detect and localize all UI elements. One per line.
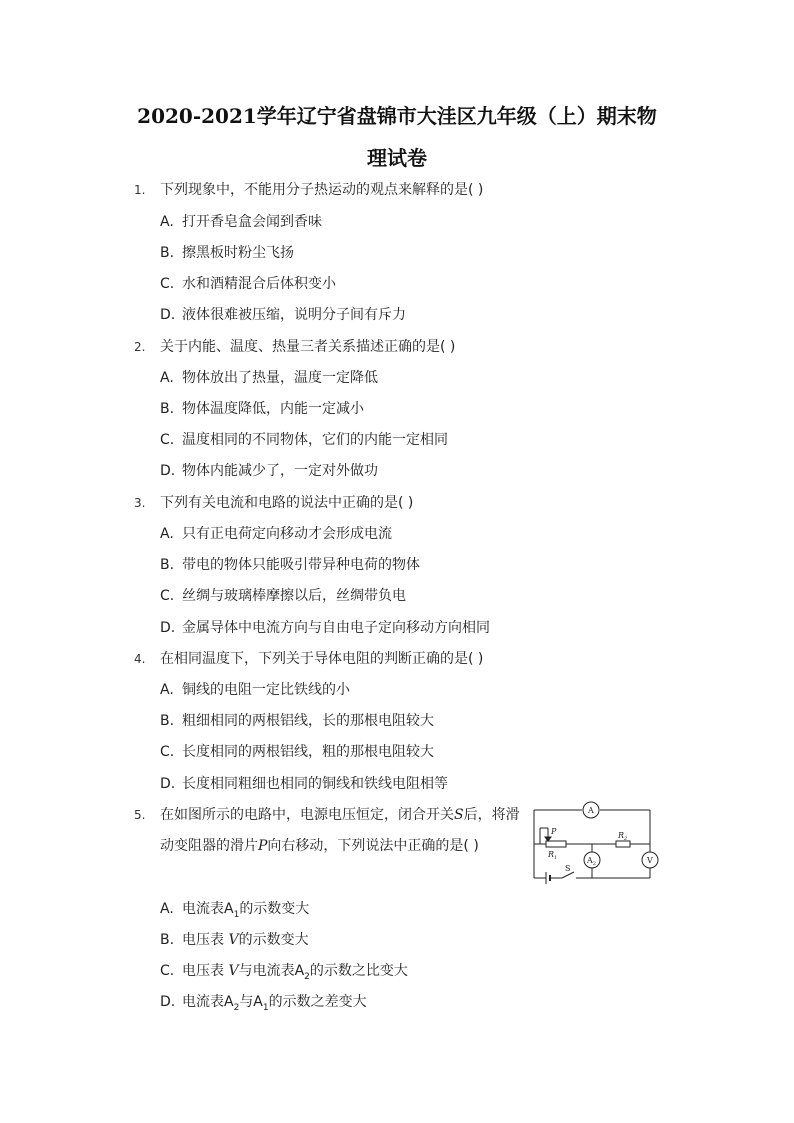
ammeter-a2-label: $A_2$: [587, 856, 596, 867]
slider-label: P: [551, 827, 557, 836]
option-c[interactable]: [160, 431, 448, 449]
question-number: 3.: [134, 496, 146, 510]
circuit-diagram: [532, 798, 662, 884]
option-text: 电流表$A_1$的示数变大: [182, 901, 310, 920]
question-number: 1.: [134, 183, 146, 197]
option-letter: B.: [160, 713, 175, 729]
option-letter: C.: [160, 744, 175, 760]
option-text: 液体很难被压缩，说明分子间有斥力: [182, 307, 406, 323]
option-letter: D.: [160, 463, 176, 479]
slider-symbol: P: [258, 838, 268, 854]
question-text: 下列有关电流和电路的说法中正确的是( ): [160, 495, 414, 511]
option-text: 水和酒精混合后体积变小: [182, 276, 336, 292]
option-d[interactable]: [160, 619, 490, 637]
option-letter: A.: [160, 214, 174, 230]
option-letter: A.: [160, 901, 174, 917]
option-text: 电流表$A_2$与$A_1$的示数之差变大: [182, 994, 367, 1013]
question-text: 下列现象中，不能用分子热运动的观点来解释的是( ): [160, 182, 484, 198]
question-text-line2: [160, 837, 479, 855]
option-text: 金属导体中电流方向与自由电子定向移动方向相同: [182, 620, 490, 636]
text-run: 在如图所示的电路中，电源电压恒定，闭合开关: [160, 807, 454, 823]
switch-label: S: [565, 864, 571, 873]
option-letter: D.: [160, 307, 176, 323]
option-d[interactable]: [160, 993, 367, 1017]
option-text: 只有正电荷定向移动才会形成电流: [182, 526, 392, 542]
option-b[interactable]: [160, 931, 309, 949]
option-text: 电压表 V与电流表$A_2$的示数之比变大: [182, 963, 408, 982]
option-b[interactable]: [160, 712, 434, 730]
option-text: 物体内能减少了，一定对外做功: [182, 463, 378, 479]
page-title-line1: 2020-2021学年辽宁省盘锦市大洼区九年级（上）期末物: [137, 104, 657, 128]
text-run: 向右移动，下列说法中正确的是( ): [267, 838, 479, 854]
option-a[interactable]: [160, 900, 309, 924]
voltmeter-label: V: [647, 856, 653, 865]
question-number: 5.: [134, 808, 146, 822]
option-letter: C.: [160, 432, 175, 448]
option-text: 物体放出了热量，温度一定降低: [182, 370, 378, 386]
r1-label: $R_1$: [548, 850, 558, 861]
r2-label: $R_2$: [618, 831, 628, 842]
question-number: 2.: [134, 340, 146, 354]
rheostat-r1-symbol: [546, 841, 566, 847]
option-text: 电压表 V的示数变大: [182, 932, 309, 948]
slider-arrow: [545, 837, 551, 841]
option-text: 长度相同粗细也相同的铜线和铁线电阻相等: [182, 776, 448, 792]
option-d[interactable]: [160, 462, 378, 480]
option-letter: C.: [160, 276, 175, 292]
option-d[interactable]: [160, 775, 448, 793]
option-letter: C.: [160, 963, 175, 979]
option-text: 带电的物体只能吸引带异种电荷的物体: [182, 557, 420, 573]
option-letter: A.: [160, 682, 174, 698]
option-text: 物体温度降低，内能一定减小: [182, 401, 364, 417]
option-c[interactable]: [160, 587, 406, 605]
text-run: 动变阻器的滑片: [160, 838, 258, 854]
text-run: 后，将滑: [463, 807, 520, 823]
resistor-r2-symbol: [616, 841, 630, 847]
option-letter: C.: [160, 588, 175, 604]
switch-symbol: S: [454, 807, 464, 823]
question-text-line1: [160, 806, 520, 824]
option-b[interactable]: [160, 556, 420, 574]
option-d[interactable]: [160, 306, 406, 324]
question-number: 4.: [134, 652, 146, 666]
question-text: 在相同温度下，下列关于导体电阻的判断正确的是( ): [160, 651, 484, 667]
option-letter: B.: [160, 245, 175, 261]
option-letter: D.: [160, 620, 176, 636]
question-text: 关于内能、温度、热量三者关系描述正确的是( ): [160, 339, 456, 355]
option-a[interactable]: [160, 681, 350, 699]
option-letter: B.: [160, 401, 175, 417]
option-letter: B.: [160, 557, 175, 573]
option-a[interactable]: [160, 369, 378, 387]
option-c[interactable]: [160, 743, 434, 761]
option-a[interactable]: [160, 525, 392, 543]
option-text: 粗细相同的两根铝线，长的那根电阻较大: [182, 713, 434, 729]
option-text: 温度相同的不同物体，它们的内能一定相同: [182, 432, 448, 448]
option-letter: D.: [160, 994, 176, 1010]
option-text: 铜线的电阻一定比铁线的小: [182, 682, 350, 698]
option-letter: B.: [160, 932, 175, 948]
page-title-line2: 理试卷: [367, 146, 427, 170]
option-text: 长度相同的两根铝线，粗的那根电阻较大: [182, 744, 434, 760]
option-letter: A.: [160, 370, 174, 386]
ammeter-a1-label: A: [588, 806, 594, 815]
option-c[interactable]: [160, 962, 408, 986]
option-b[interactable]: [160, 400, 364, 418]
option-text: 擦黑板时粉尘飞扬: [182, 245, 294, 261]
option-c[interactable]: [160, 275, 336, 293]
option-letter: D.: [160, 776, 176, 792]
option-a[interactable]: [160, 213, 322, 231]
option-b[interactable]: [160, 244, 294, 262]
option-text: 丝绸与玻璃棒摩擦以后，丝绸带负电: [182, 588, 406, 604]
option-text: 打开香皂盒会闻到香味: [182, 214, 322, 230]
option-letter: A.: [160, 526, 174, 542]
